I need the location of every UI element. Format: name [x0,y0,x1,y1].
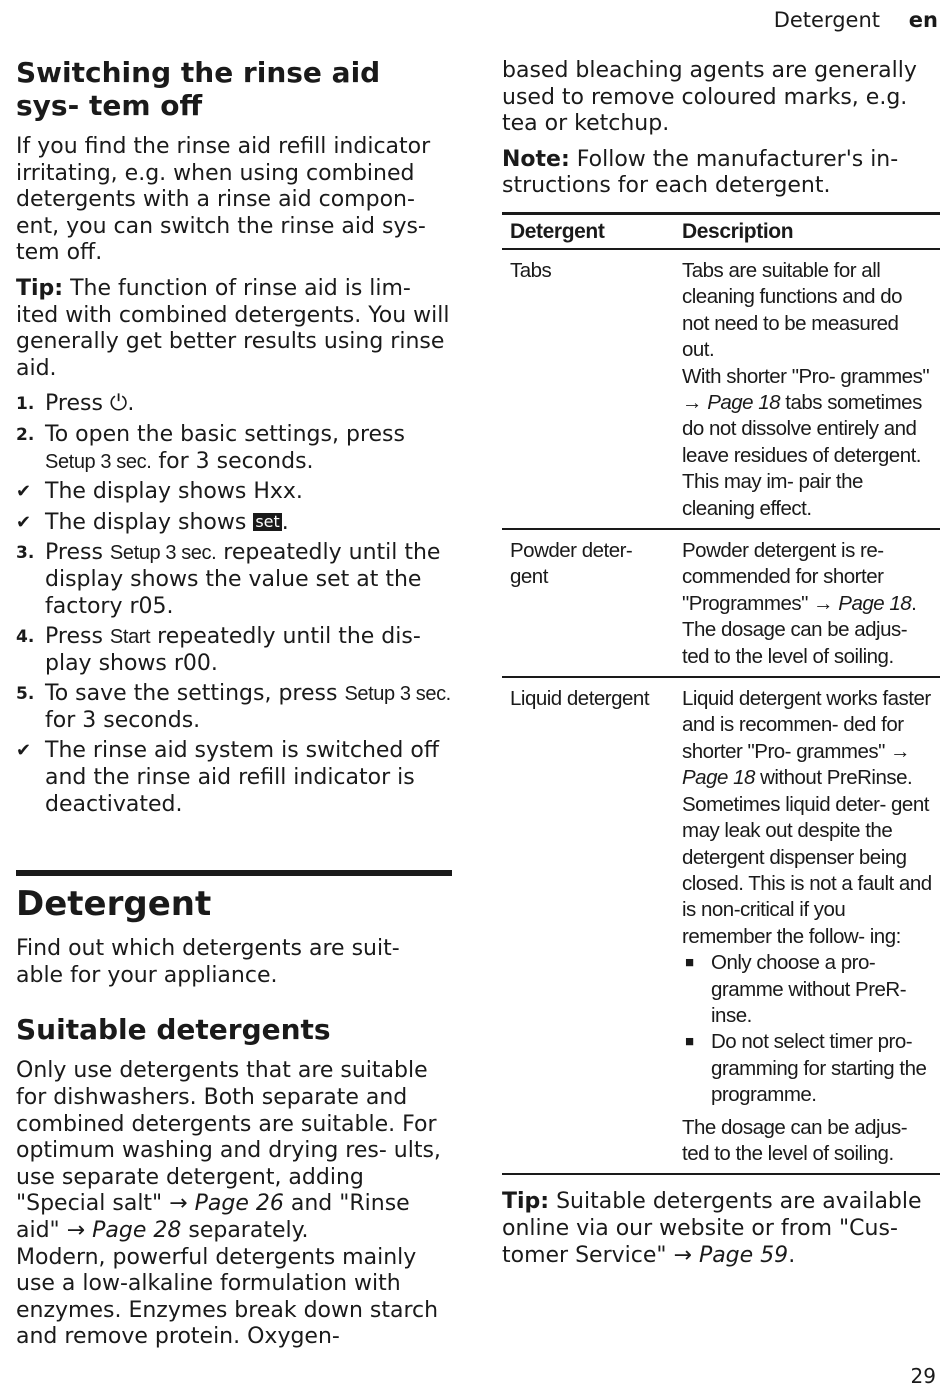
step-text: for 3 seconds. [45,707,201,733]
description-text [682,538,934,617]
description-text: The dosage can be adjus- ted to the level of soiling. [682,1115,908,1165]
step-text: Press [45,540,110,566]
check-icon: ✔ [16,511,32,533]
step-number: 2. [16,424,35,445]
cell-text: tabs sometimes do not dissolve entirely and leave residues of detergent. This may im- pair the cleaning effect. [682,391,922,520]
table-header-row [502,213,940,249]
start-key-label: Start [109,626,151,649]
description-text: The dosage can be adjus- ted to the level of soiling. [682,618,908,668]
step-5 [16,681,452,734]
step-text: Press [45,391,110,417]
online-tip [502,1189,940,1269]
page-ref-link[interactable]: Page 59 [698,1242,789,1268]
note-label: Note: [502,146,570,172]
bleaching-paragraph: based bleaching agents are generally used to remove coloured marks, e.g. tea or ketchup. [502,58,917,137]
tip-text: Suitable detergents are available online via our website or from "Cus- tomer Service" → [502,1189,922,1268]
step-text: for 3 seconds. [151,448,314,474]
detergent-name-cell: Tabs [502,249,674,529]
check-icon: ✔ [16,740,32,762]
setup-key-label: Setup 3 sec. [45,450,152,473]
cell-text: Powder detergent is re- commended for shorter "Programmes" → [682,539,884,615]
description-text: Sometimes liquid deter- gent may leak out despite the detergent dispenser being closed. This is not a fault and is non-critical if you remember the follow- ing: [682,792,932,948]
description-text [682,686,934,792]
tip-text: The function of rinse aid is lim- ited with combined detergents. You will generally get better results using rinse aid. [16,275,450,381]
setup-key-label: Setup 3 sec. [344,683,451,706]
right-column [502,58,940,1278]
check-text: The display shows [45,509,254,535]
suitable-paragraph-2: Modern, powerful detergents mainly use a low-alkaline formulation with enzymes. Enzymes break down starch and remove protein. Oxygen- [16,1244,439,1350]
page-ref-link[interactable]: Page 18 [838,591,912,615]
page-ref-link[interactable]: Page 18 [682,766,755,790]
step-number: 3. [16,543,35,564]
page-number: 29 [910,1364,936,1388]
check-text: The rinse aid system is switched off and the rinse aid refill indicator is deactivated. [45,738,439,817]
step-text: repeatedly until the display shows the value set at the factory r05. [45,540,441,619]
rinse-aid-off-heading: Switching the rinse aid sys- tem off [16,56,381,122]
paragraph-text: and "Rinse aid" → [16,1191,410,1243]
list-item [682,950,934,1029]
power-icon: ⏻ [109,391,128,417]
step-1 [16,391,452,418]
setup-key-label: Setup 3 sec. [109,542,217,565]
suitable-paragraph-1 [16,1058,452,1244]
tip-text: . [788,1242,796,1268]
square-bullet-icon: ■ [685,954,694,972]
cell-text: With shorter "Pro- grammes" → [682,364,930,414]
header-section-title: Detergent [773,8,880,32]
step-number: 4. [16,627,35,648]
manufacturer-note [502,147,940,200]
check-text: . [281,509,289,535]
table-row-liquid [502,677,940,1174]
check-icon: ✔ [16,481,32,503]
detergent-table [502,212,940,1175]
check-3 [16,738,452,818]
column-header-detergent: Detergent [502,213,674,249]
step-text: To save the settings, press [45,681,345,707]
header-language: en [908,8,938,32]
rinse-aid-tip [16,276,452,382]
left-column [16,56,452,1360]
description-text [682,364,934,522]
detergent-name-cell: Liquid detergent [502,677,674,1174]
detergent-heading: Detergent [16,884,212,925]
rinse-aid-off-intro: If you find the rinse aid refill indicator irritating, e.g. when using combined detergents with a rinse aid compon- ent, you can switch the rinse aid sys- tem off. [16,134,431,266]
section-divider [16,870,452,876]
column-header-description: Description [674,213,940,249]
note-text: Follow the manufacturer's in- structions for each detergent. [502,146,899,199]
suitable-detergents-heading: Suitable detergents [16,1013,331,1047]
tip-label: Tip: [16,275,64,301]
list-item-text: Do not select timer pro- gramming for starting the programme. [711,1030,927,1107]
check-text: The display shows Hxx. [45,479,303,505]
rinse-aid-steps [16,391,452,818]
check-2 [16,510,452,537]
description-cell [674,249,940,529]
list-item [682,1029,934,1108]
page-ref-link[interactable]: Page 26 [194,1191,284,1217]
list-item-text: Only choose a pro- gramme without PreR- inse. [711,951,907,1027]
step-text: To open the basic settings, press [45,421,405,447]
step-2 [16,422,452,475]
step-text: Press [45,624,110,650]
step-3 [16,540,452,620]
step-text: repeatedly until the dis- play shows r00. [45,624,421,676]
step-text: . [127,391,135,417]
step-number: 5. [16,684,35,705]
paragraph-text: separately. [181,1218,309,1243]
description-cell [674,529,940,677]
display-set-badge: set [255,511,280,531]
tip-label: Tip: [502,1189,550,1215]
step-4 [16,624,452,677]
page-ref-link[interactable]: Page 18 [707,391,781,414]
description-cell [674,677,940,1174]
table-row-powder [502,529,940,677]
cell-text: . [911,591,917,615]
description-text: Tabs are suitable for all cleaning functions and do not need to be measured out. [682,258,903,362]
table-row-tabs [502,249,940,529]
paragraph-text: Only use detergents that are suitable for dishwashers. Both separate and combined detergents are suitable. For optimum washing and drying res- ults, use separate detergent, adding "Special salt" → [16,1058,441,1217]
cell-text: Liquid detergent works faster and is recommen- ded for shorter "Pro- grammes" → [682,687,931,763]
detergent-intro: Find out which detergents are suit- able for your appliance. [16,936,400,988]
cell-text: without PreRinse. [754,766,913,790]
square-bullet-icon: ■ [685,1033,694,1051]
page-ref-link[interactable]: Page 28 [92,1218,182,1243]
check-1 [16,479,452,506]
detergent-name-cell: Powder deter- gent [502,529,674,677]
liquid-bullet-list [682,950,934,1108]
step-number: 1. [16,394,35,415]
